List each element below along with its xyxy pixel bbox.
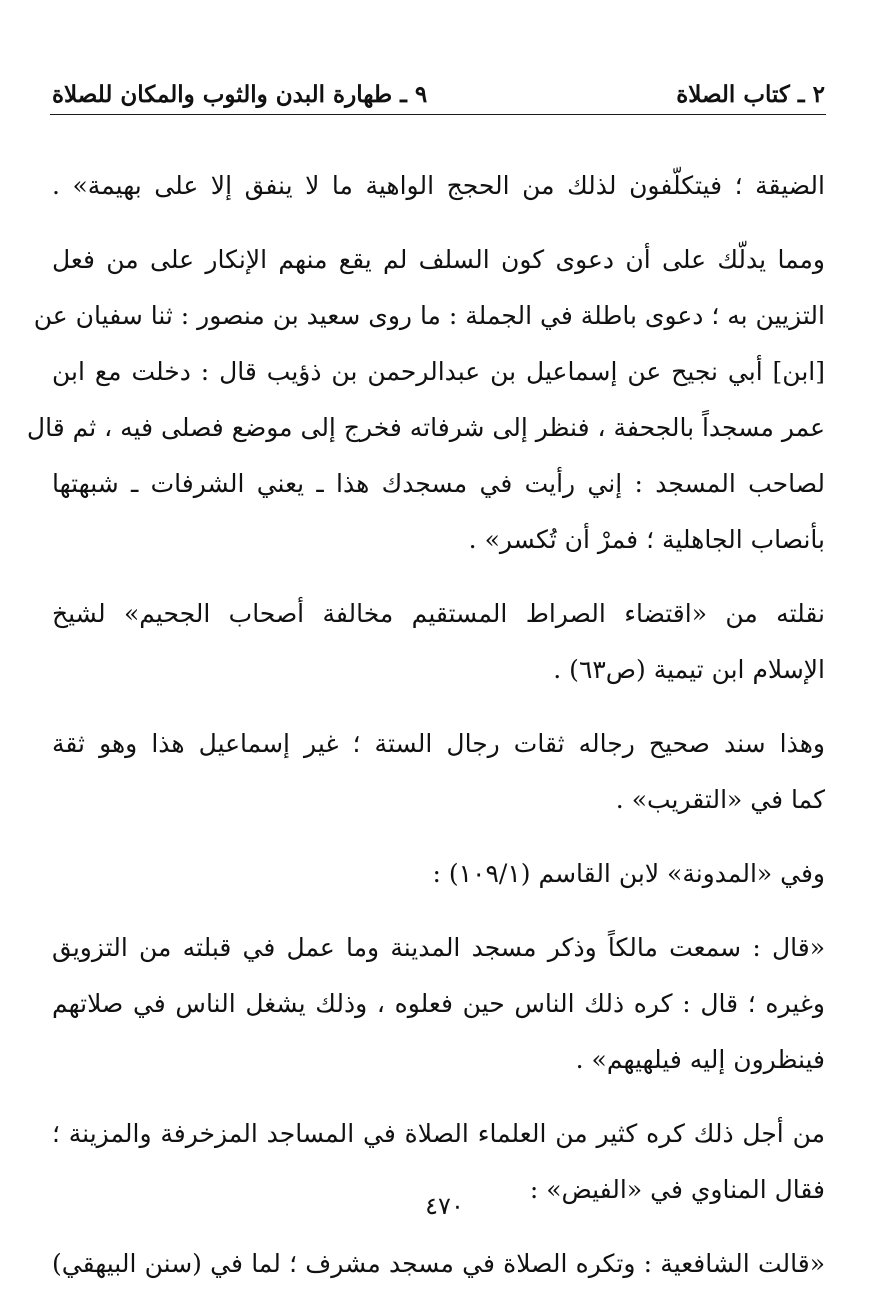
paragraph-4-line-2: كما في «التقريب» . — [615, 785, 825, 814]
paragraph-2-line-5: لصاحب المسجد : إني رأيت في مسجدك هذا ـ يعني الشرفات ـ شبهتها — [52, 469, 825, 498]
paragraph-2-line-2: التزيين به ؛ دعوى باطلة في الجملة : ما روى سعيد بن منصور : ثنا سفيان عن — [33, 301, 825, 330]
paragraph-5-line-1: وفي «المدونة» لابن القاسم (١٠٩/١) : — [432, 859, 825, 888]
page-number: ٤٧٠ — [425, 1192, 464, 1220]
paragraph-3-line-2: الإسلام ابن تيمية (ص٦٣) . — [553, 655, 825, 684]
paragraph-7-line-2: فقال المناوي في «الفيض» : — [529, 1175, 825, 1204]
paragraph-8-line-1: «قالت الشافعية : وتكره الصلاة في مسجد مشرف ؛ لما في (سنن البيهقي) — [52, 1249, 825, 1278]
header-rule — [50, 114, 826, 115]
chapter-title: ٢ ـ كتاب الصلاة — [676, 81, 825, 108]
paragraph-2-line-6: بأنصاب الجاهلية ؛ فمرْ أن تُكسر» . — [468, 525, 825, 554]
section-title: ٩ ـ طهارة البدن والثوب والمكان للصلاة — [52, 81, 428, 108]
paragraph-6-line-3: فينظرون إليه فيلهيهم» . — [575, 1045, 825, 1074]
paragraph-3-line-1: نقلته من «اقتضاء الصراط المستقيم مخالفة أصحاب الجحيم» لشيخ — [52, 599, 825, 628]
running-header — [52, 68, 825, 108]
paragraph-4-line-1: وهذا سند صحيح رجاله ثقات رجال الستة ؛ غير إسماعيل هذا وهو ثقة — [52, 729, 825, 758]
paragraph-2-line-1: ومما يدلّك على أن دعوى كون السلف لم يقع منهم الإنكار على من فعل — [52, 245, 825, 274]
paragraph-6-line-2: وغيره ؛ قال : كره ذلك الناس حين فعلوه ، وذلك يشغل الناس في صلاتهم — [52, 989, 825, 1018]
paragraph-1-line-1: الضيقة ؛ فيتكلّفون لذلك من الحجج الواهية ما لا ينفق إلا على بهيمة» . — [52, 171, 825, 200]
page-body — [26, 158, 825, 1292]
paragraph-2-line-4: عمر مسجداً بالجحفة ، فنظر إلى شرفاته فخرج إلى موضع فصلى فيه ، ثم قال — [26, 413, 825, 442]
paragraph-2-line-3: [ابن] أبي نجيح عن إسماعيل بن عبدالرحمن بن ذؤيب قال : دخلت مع ابن — [52, 357, 825, 386]
paragraph-7-line-1: من أجل ذلك كره كثير من العلماء الصلاة في المساجد المزخرفة والمزينة ؛ — [52, 1119, 825, 1148]
paragraph-6-line-1: «قال : سمعت مالكاً وذكر مسجد المدينة وما عمل في قبلته من التزويق — [52, 933, 825, 962]
